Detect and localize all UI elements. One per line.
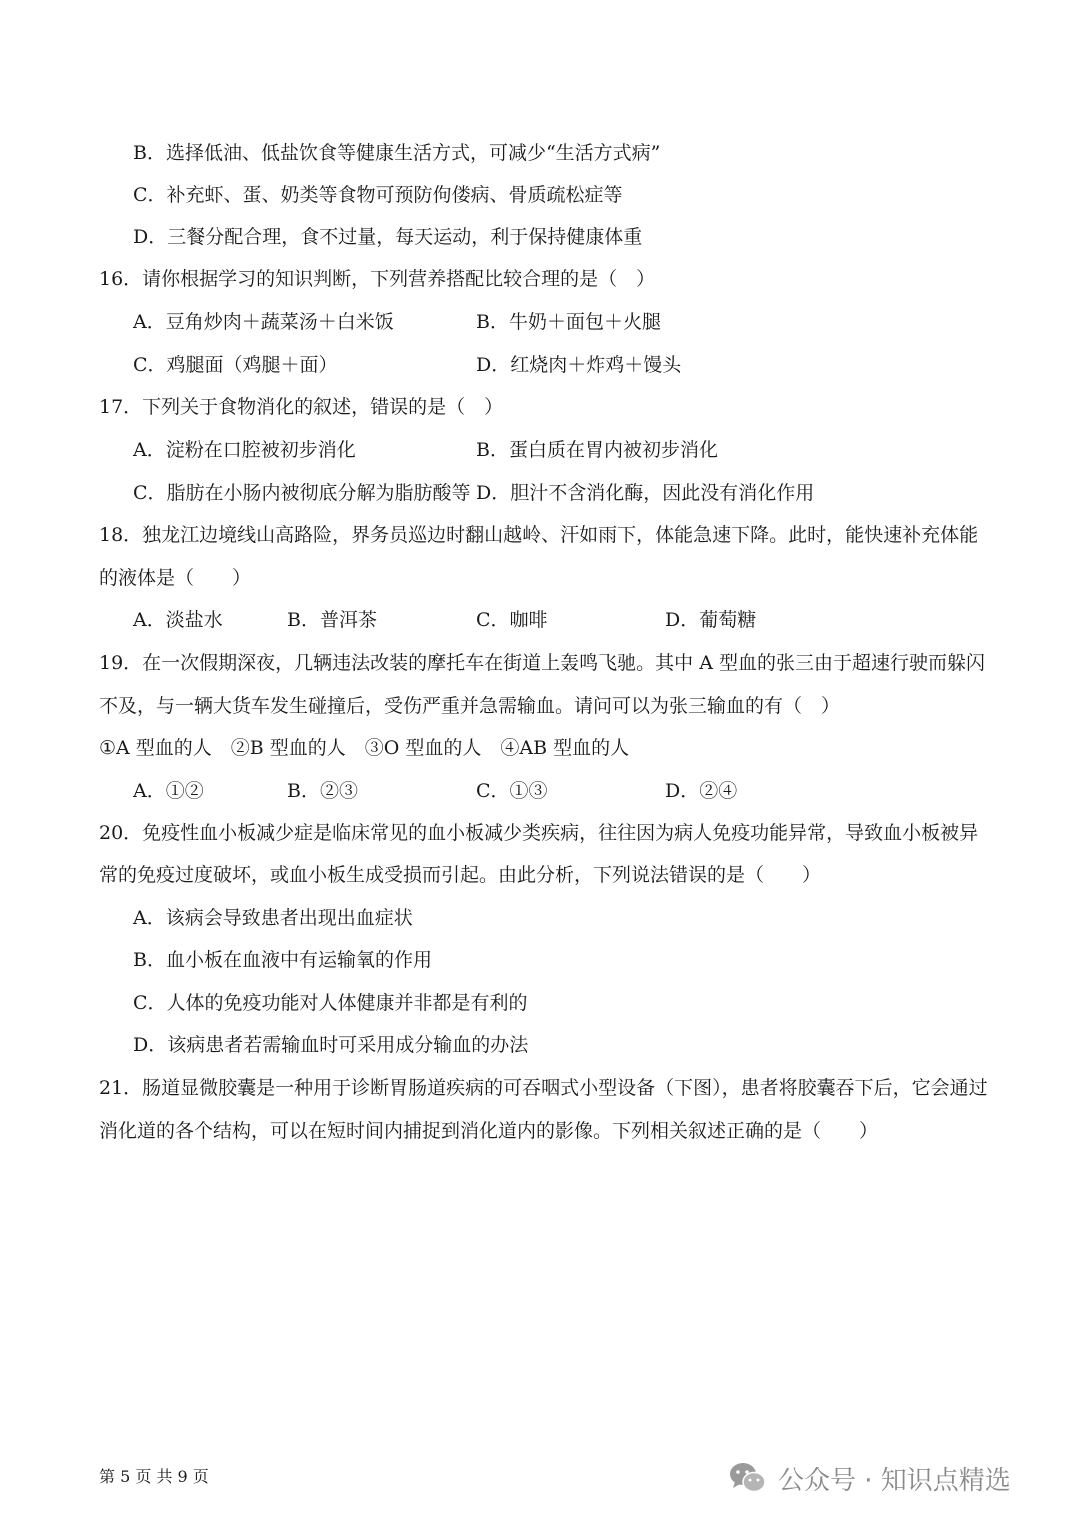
q17-option-b: B．蛋白质在胃内被初步消化 [476, 439, 718, 461]
q15-option-c: C．补充虾、蛋、奶类等食物可预防佝偻病、骨质疏松症等 [133, 184, 623, 206]
q16-option-c: C．鸡腿面（鸡腿＋面） [133, 354, 338, 376]
q17-option-c: C．脂肪在小肠内被彻底分解为脂肪酸等 [133, 482, 471, 504]
q19-option-d: D．②④ [665, 780, 738, 802]
q18-stem-line-1: 18．独龙江边境线山高路险，界务员巡边时翻山越岭、汗如雨下，体能急速下降。此时，能快速补充体能 [99, 524, 979, 546]
q17-stem: 17．下列关于食物消化的叙述，错误的是（ ） [99, 396, 504, 418]
q16-stem: 16．请你根据学习的知识判断，下列营养搭配比较合理的是（ ） [99, 268, 656, 290]
q18-option-c: C．咖啡 [476, 609, 548, 631]
q17-option-d: D．胆汁不含消化酶，因此没有消化作用 [476, 482, 815, 504]
wechat-icon [728, 1461, 768, 1495]
q17-option-a: A．淀粉在口腔被初步消化 [133, 439, 356, 461]
q20-option-d: D．该病患者若需输血时可采用成分输血的办法 [133, 1034, 529, 1056]
q18-option-d: D．葡萄糖 [665, 609, 757, 631]
q19-option-c: C．①③ [476, 780, 548, 802]
q19-option-a: A．①② [133, 780, 204, 802]
q20-stem-line-1: 20．免疫性血小板减少症是临床常见的血小板减少类疾病，往往因为病人免疫功能异常，导致血小板被异 [99, 822, 979, 844]
q15-option-d: D．三餐分配合理，食不过量，每天运动，利于保持健康体重 [133, 226, 643, 248]
q20-option-a: A．该病会导致患者出现出血症状 [133, 907, 413, 929]
q16-option-a: A．豆角炒肉＋蔬菜汤＋白米饭 [133, 311, 394, 333]
q18-stem-line-2: 的液体是（ ） [99, 567, 252, 589]
q15-option-b: B．选择低油、低盐饮食等健康生活方式，可减少“生活方式病” [133, 142, 661, 164]
q19-option-b: B．②③ [287, 780, 358, 802]
q16-option-d: D．红烧肉＋炸鸡＋馒头 [476, 354, 682, 376]
q19-stem-line-2: 不及，与一辆大货车发生碰撞后，受伤严重并急需输血。请问可以为张三输血的有（ ） [99, 695, 841, 717]
q20-option-b: B．血小板在血液中有运输氧的作用 [133, 949, 432, 971]
q21-stem-line-2: 消化道的各个结构，可以在短时间内捕捉到消化道内的影像。下列相关叙述正确的是（ ） [99, 1120, 879, 1142]
q18-option-a: A．淡盐水 [133, 609, 223, 631]
q20-option-c: C．人体的免疫功能对人体健康并非都是有利的 [133, 992, 528, 1014]
q16-option-b: B．牛奶＋面包＋火腿 [476, 311, 661, 333]
q18-option-b: B．普洱茶 [287, 609, 377, 631]
q19-choices-list: ①A 型血的人 ②B 型血的人 ③O 型血的人 ④AB 型血的人 [99, 737, 630, 759]
q19-stem-line-1: 19．在一次假期深夜，几辆违法改装的摩托车在街道上轰鸣飞驰。其中 A 型血的张三由于超速行驶而躲闪 [99, 652, 985, 674]
watermark-text: 公众号 · 知识点精选 [778, 1465, 1011, 1496]
q21-stem-line-1: 21．肠道显微胶囊是一种用于诊断胃肠道疾病的可吞咽式小型设备（下图），患者将胶囊吞下后，它会通过 [99, 1077, 988, 1099]
q20-stem-line-2: 常的免疫过度破坏，或血小板生成受损而引起。由此分析，下列说法错误的是（ ） [99, 864, 822, 886]
watermark [728, 1456, 1011, 1500]
page-number: 第 5 页 共 9 页 [99, 1467, 209, 1486]
